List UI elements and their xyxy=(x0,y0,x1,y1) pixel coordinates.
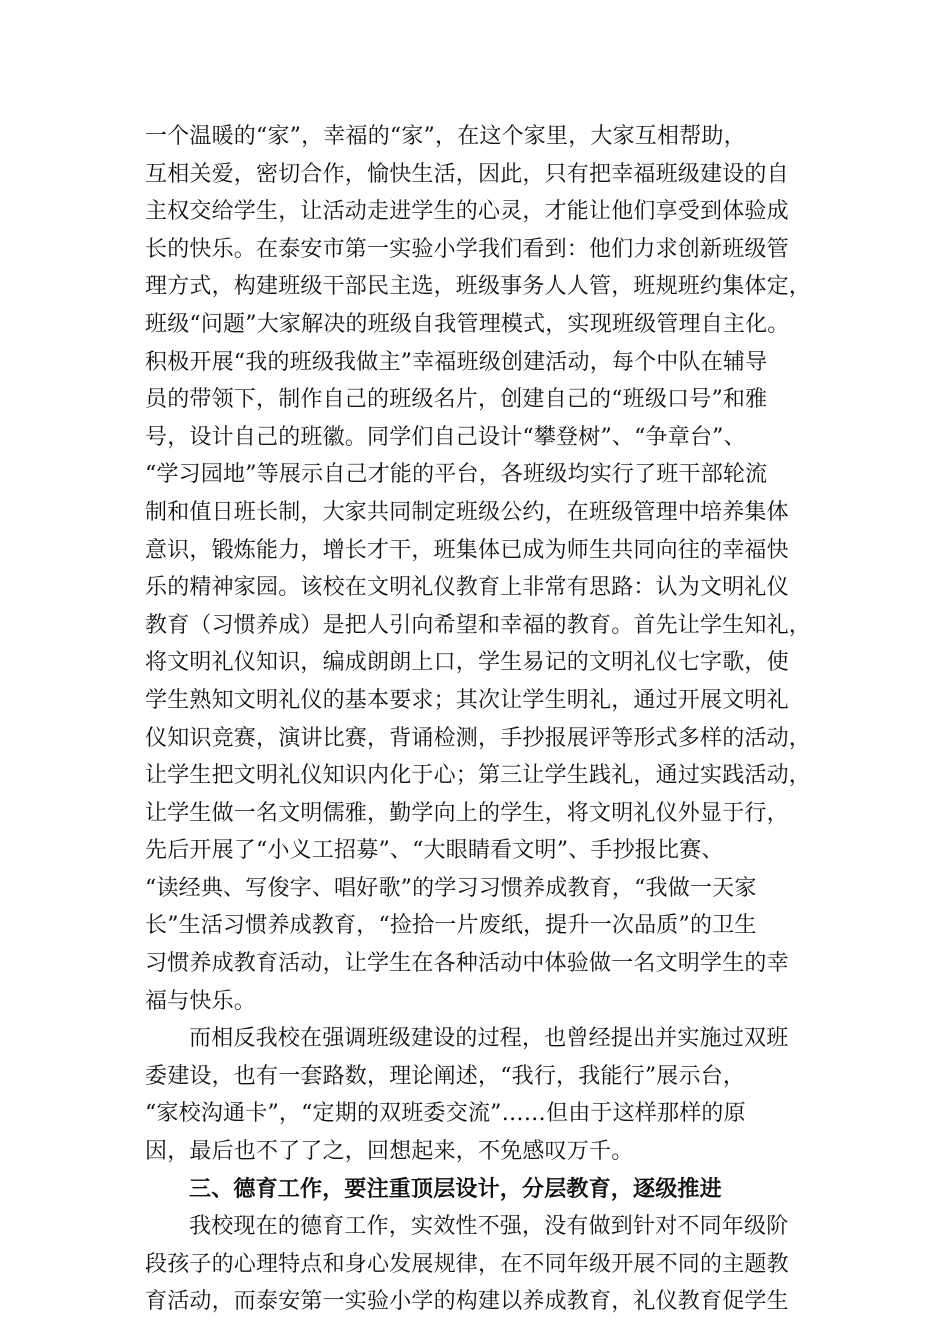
text-line: 先后开展了“小义工招募”、“大眼睛看文明”、手抄报比赛、 xyxy=(145,838,724,864)
text-line: 委建设，也有一套路数，理论阐述，“我行，我能行”展示台， xyxy=(145,1063,746,1089)
text-line: 教育（习惯养成）是把人引向希望和幸福的教育。首先让学生知礼， xyxy=(145,612,812,638)
text-line: 乐的精神家园。该校在文明礼仪教育上非常有思路：认为文明礼仪 xyxy=(145,575,789,601)
text-line: 让学生做一名文明儒雅，勤学向上的学生，将文明礼仪外显于行， xyxy=(145,800,789,826)
text-line: 号，设计自己的班徽。同学们自己设计“攀登树”、“争章台”、 xyxy=(145,424,746,450)
text-line: 段孩子的心理特点和身心发展规律，在不同年级开展不同的主题教 xyxy=(145,1251,789,1277)
text-line: 将文明礼仪知识，编成朗朗上口，学生易记的文明礼仪七字歌，使 xyxy=(145,650,789,676)
text-line: 因，最后也不了了之，回想起来，不免感叹万千。 xyxy=(145,1139,634,1165)
text-line: 一个温暖的“家”，幸福的“家”，在这个家里，大家互相帮助， xyxy=(145,124,746,149)
text-line: 学生熟知文明礼仪的基本要求；其次让学生明礼，通过开展文明礼 xyxy=(145,687,789,713)
text-line: 习惯养成教育活动，让学生在各种活动中体验做一名文明学生的幸 xyxy=(145,951,789,977)
paragraph-start-line: 我校现在的德育工作，实效性不强，没有做到针对不同年级阶 xyxy=(189,1214,789,1240)
text-line: “家校沟通卡”，“定期的双班委交流”……但由于这样那样的原 xyxy=(145,1101,746,1127)
text-line: 长的快乐。在泰安市第一实验小学我们看到：他们力求创新班级管 xyxy=(145,236,789,262)
text-line: “读经典、写俊字、唱好歌”的学习习惯养成教育，“我做一天家 xyxy=(145,875,757,901)
text-line: 福与快乐。 xyxy=(145,988,257,1014)
text-line: 让学生把文明礼仪知识内化于心；第三让学生践礼，通过实践活动， xyxy=(145,763,812,789)
document-body xyxy=(145,118,812,1321)
text-line: 员的带领下，制作自己的班级名片，创建自己的“班级口号”和雅 xyxy=(145,387,768,413)
text-line: “学习园地”等展示自己才能的平台，各班级均实行了班干部轮流 xyxy=(145,462,768,488)
paragraph-start-line: 而相反我校在强调班级建设的过程，也曾经提出并实施过双班 xyxy=(189,1026,789,1052)
section-heading: 三、德育工作，要注重顶层设计，分层教育，逐级推进 xyxy=(189,1175,722,1202)
text-line: 仪知识竞赛，演讲比赛，背诵检测，手抄报展评等形式多样的活动， xyxy=(145,725,812,751)
text-line: 意识，锻炼能力，增长才干，班集体已成为师生共同向往的幸福快 xyxy=(145,537,789,563)
text-line: 互相关爱，密切合作，愉快生活，因此，只有把幸福班级建设的自 xyxy=(145,161,789,187)
text-line: 班级“问题”大家解决的班级自我管理模式，实现班级管理自主化。 xyxy=(145,311,790,337)
text-line: 理方式，构建班级干部民主选，班级事务人人管，班规班约集体定， xyxy=(145,274,812,300)
text-line: 积极开展“我的班级我做主”幸福班级创建活动，每个中队在辅导 xyxy=(145,349,768,375)
text-line: 主权交给学生，让活动走进学生的心灵，才能让他们享受到体验成 xyxy=(145,199,789,225)
text-line: 育活动，而泰安第一实验小学的构建以养成教育，礼仪教育促学生 xyxy=(145,1289,789,1315)
text-line: 制和值日班长制，大家共同制定班级公约，在班级管理中培养集体 xyxy=(145,499,789,525)
text-line: 长”生活习惯养成教育，“捡拾一片废纸，提升一次品质”的卫生 xyxy=(145,913,757,939)
